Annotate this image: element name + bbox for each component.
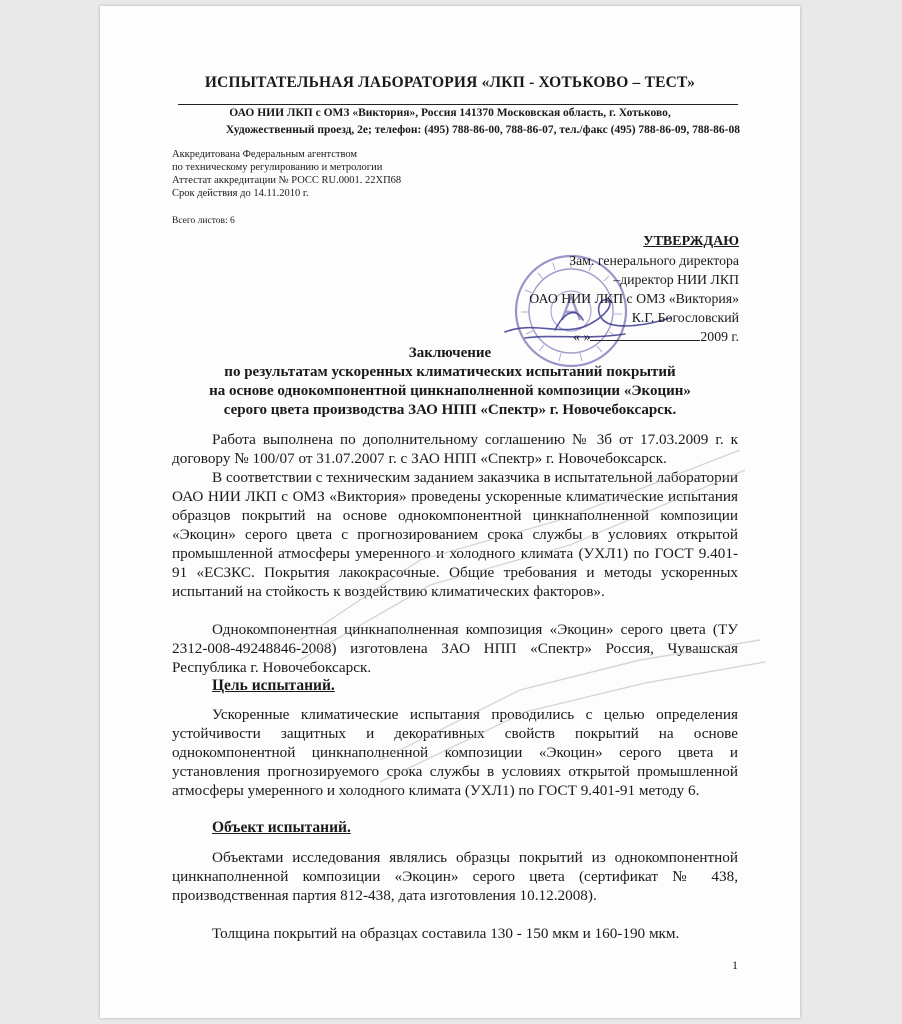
address-line-1: ОАО НИИ ЛКП с ОМЗ «Виктория», Россия 141370 Московская область, г. Хотьково, <box>229 107 671 119</box>
paragraph-material: Однокомпонентная цинкнаполненная композиция «Экоцин» серого цвета (ТУ 2312-008-49248846-2008) изготовлена ЗАО НПП «Спектр» Россия, Чувашская Республика г. Новочебоксарск. <box>172 621 738 676</box>
accreditation-validity: Срок действия до 14.11.2010 г. <box>172 188 309 199</box>
approval-organization: ОАО НИИ ЛКП с ОМЗ «Виктория» <box>529 291 739 306</box>
document-page <box>100 6 800 1018</box>
paragraph-scope: В соответствии с техническим заданием заказчика в испытательной лаборатории ОАО НИИ ЛКП с ОМЗ «Виктория» проведены ускоренные климатические испытания образцов покрытий на основе однокомпонентной цинкнаполненной композиции «Экоцин» серого цвета с прогнозированием срока службы в условиях открытой промышленной атмосферы умеренного и холодного климата (УХЛ1) по ГОСТ 9.401-91 «ЕСЗКС. Покрытия лакокрасочные. Общие требования и методы ускоренных испытаний на стойкость к воздействию климатических факторов». <box>172 469 738 600</box>
conclusion-title: Заключение <box>408 345 492 361</box>
paragraph-contract: Работа выполнена по дополнительному соглашению № 3б от 17.03.2009 г. к договору № 100/07 от 31.07.2007 г. с ЗАО НПП «Спектр» г. Новочебоксарск. <box>172 431 738 467</box>
paragraph-goal: Ускоренные климатические испытания проводились с целью определения устойчивости защитных и декоративных свойств покрытий на основе однокомпонентной цинкнаполненной композиции «Экоцин» серого цвета и установления прогнозируемого срока службы в условиях открытой промышленной атмосферы умеренного и холодного климата (УХЛ1) по ГОСТ 9.401-91 методу 6. <box>172 706 738 799</box>
approval-date-prefix: « » <box>573 329 591 344</box>
approval-position: Зам. генерального директора <box>569 253 739 268</box>
sheets-total: Всего листов: 6 <box>172 216 235 226</box>
approval-signatory: К.Г. Богословский <box>631 310 739 325</box>
heading-test-object: Объект испытаний. <box>212 819 351 836</box>
lab-title: ИСПЫТАТЕЛЬНАЯ ЛАБОРАТОРИЯ «ЛКП - ХОТЬКОВО – ТЕСТ» <box>204 74 696 91</box>
date-underline <box>590 328 700 341</box>
header-divider <box>178 104 738 105</box>
paragraph-object: Объектами исследования являлись образцы покрытий из однокомпонентной цинкнаполненной композиции «Экоцин» серого цвета (сертификат № 438, производственная партия 812-438, дата изготовления 10.12.2008). <box>172 849 738 904</box>
approval-date-year: 2009 г. <box>700 329 739 344</box>
approval-director: –директор НИИ ЛКП <box>613 272 739 287</box>
heading-test-goal: Цель испытаний. <box>212 677 335 694</box>
conclusion-line-2: на основе однокомпонентной цинкнаполненной композиции «Экоцин» <box>209 383 691 399</box>
accreditation-certificate: Аттестат аккредитации № РОСС RU.0001. 22ХП68 <box>172 175 402 186</box>
address-line-2: Художественный проезд, 2е; телефон: (495) 788-86-00, 788-86-07, тел./факс (495) 788-86-09, 788-86-08 <box>225 124 740 136</box>
paragraph-thickness: Толщина покрытий на образцах составила 130 - 150 мкм и 160-190 мкм. <box>212 925 680 942</box>
page-number: 1 <box>732 958 738 972</box>
conclusion-block <box>100 344 800 420</box>
conclusion-line-3: серого цвета производства ЗАО НПП «Спектр» г. Новочебоксарск. <box>223 402 677 418</box>
accreditation-line-2: по техническому регулированию и метрологии <box>172 162 383 173</box>
accreditation-line-1: Аккредитована Федеральным агентством <box>172 149 358 160</box>
conclusion-line-1: по результатам ускоренных климатических испытаний покрытий <box>224 364 676 380</box>
approval-heading: УТВЕРЖДАЮ <box>643 234 739 249</box>
